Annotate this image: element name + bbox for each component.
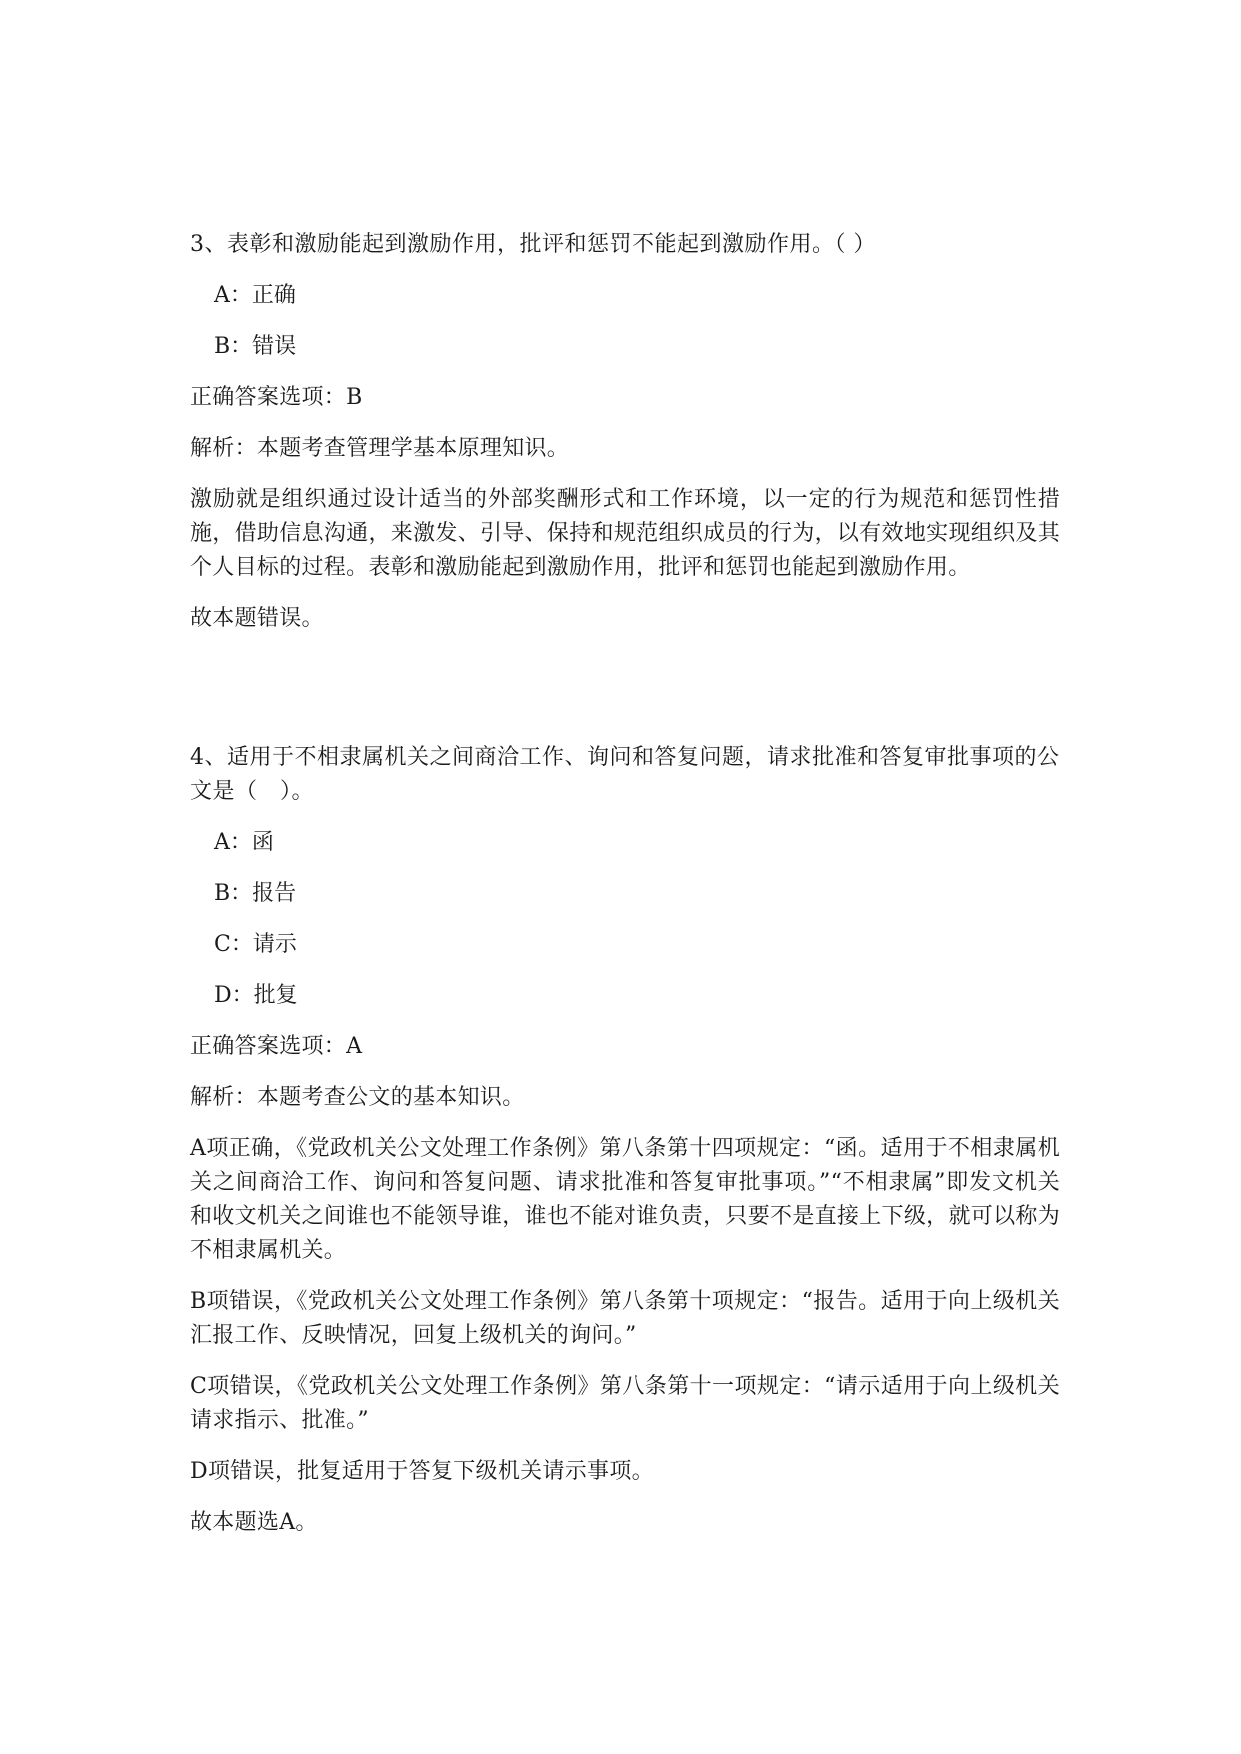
document-page [190,228,1060,1557]
option-b: B：报告 [214,881,297,906]
question-4 [190,741,1060,1540]
question-spacer [190,653,1060,741]
analysis-paragraph: B项错误，《党政机关公文处理工作条例》第八条第十项规定：“报告。适用于向上级机关汇报工作、反映情况，回复上级机关的询问。” [190,1289,1060,1348]
analysis-paragraph: D项错误，批复适用于答复下级机关请示事项。 [190,1459,654,1484]
analysis-heading: 解析：本题考查管理学基本原理知识。 [190,436,570,461]
option-a: A：正确 [214,283,296,308]
conclusion: 故本题选A。 [190,1510,318,1535]
option-c: C：请示 [214,932,297,957]
correct-answer: 正确答案选项：B [190,385,363,410]
question-title: 4、适用于不相隶属机关之间商洽工作、询问和答复问题，请求批准和答复审批事项的公文是（ ）。 [190,745,1060,804]
question-3 [190,228,1060,636]
option-d: D：批复 [214,983,298,1008]
conclusion: 故本题错误。 [190,606,324,631]
question-title: 3、表彰和激励能起到激励作用，批评和惩罚不能起到激励作用。（ ） [190,232,876,257]
option-a: A：函 [214,830,274,855]
option-b: B：错误 [214,334,297,359]
analysis-heading: 解析：本题考查公文的基本知识。 [190,1085,525,1110]
analysis-paragraph: A项正确，《党政机关公文处理工作条例》第八条第十四项规定：“函。适用于不相隶属机关之间商洽工作、询问和答复问题、请求批准和答复审批事项。”“不相隶属”即发文机关和收文机关之间谁也不能领导谁，谁也不能对谁负责，只要不是直接上下级，就可以称为不相隶属机关。 [190,1136,1060,1263]
analysis-paragraph: 激励就是组织通过设计适当的外部奖酬形式和工作环境，以一定的行为规范和惩罚性措施，借助信息沟通，来激发、引导、保持和规范组织成员的行为，以有效地实现组织及其个人目标的过程。表彰和激励能起到激励作用，批评和惩罚也能起到激励作用。 [190,487,1060,580]
correct-answer: 正确答案选项：A [190,1034,363,1059]
analysis-paragraph: C项错误，《党政机关公文处理工作条例》第八条第十一项规定：“请示适用于向上级机关请求指示、批准。” [190,1374,1060,1433]
